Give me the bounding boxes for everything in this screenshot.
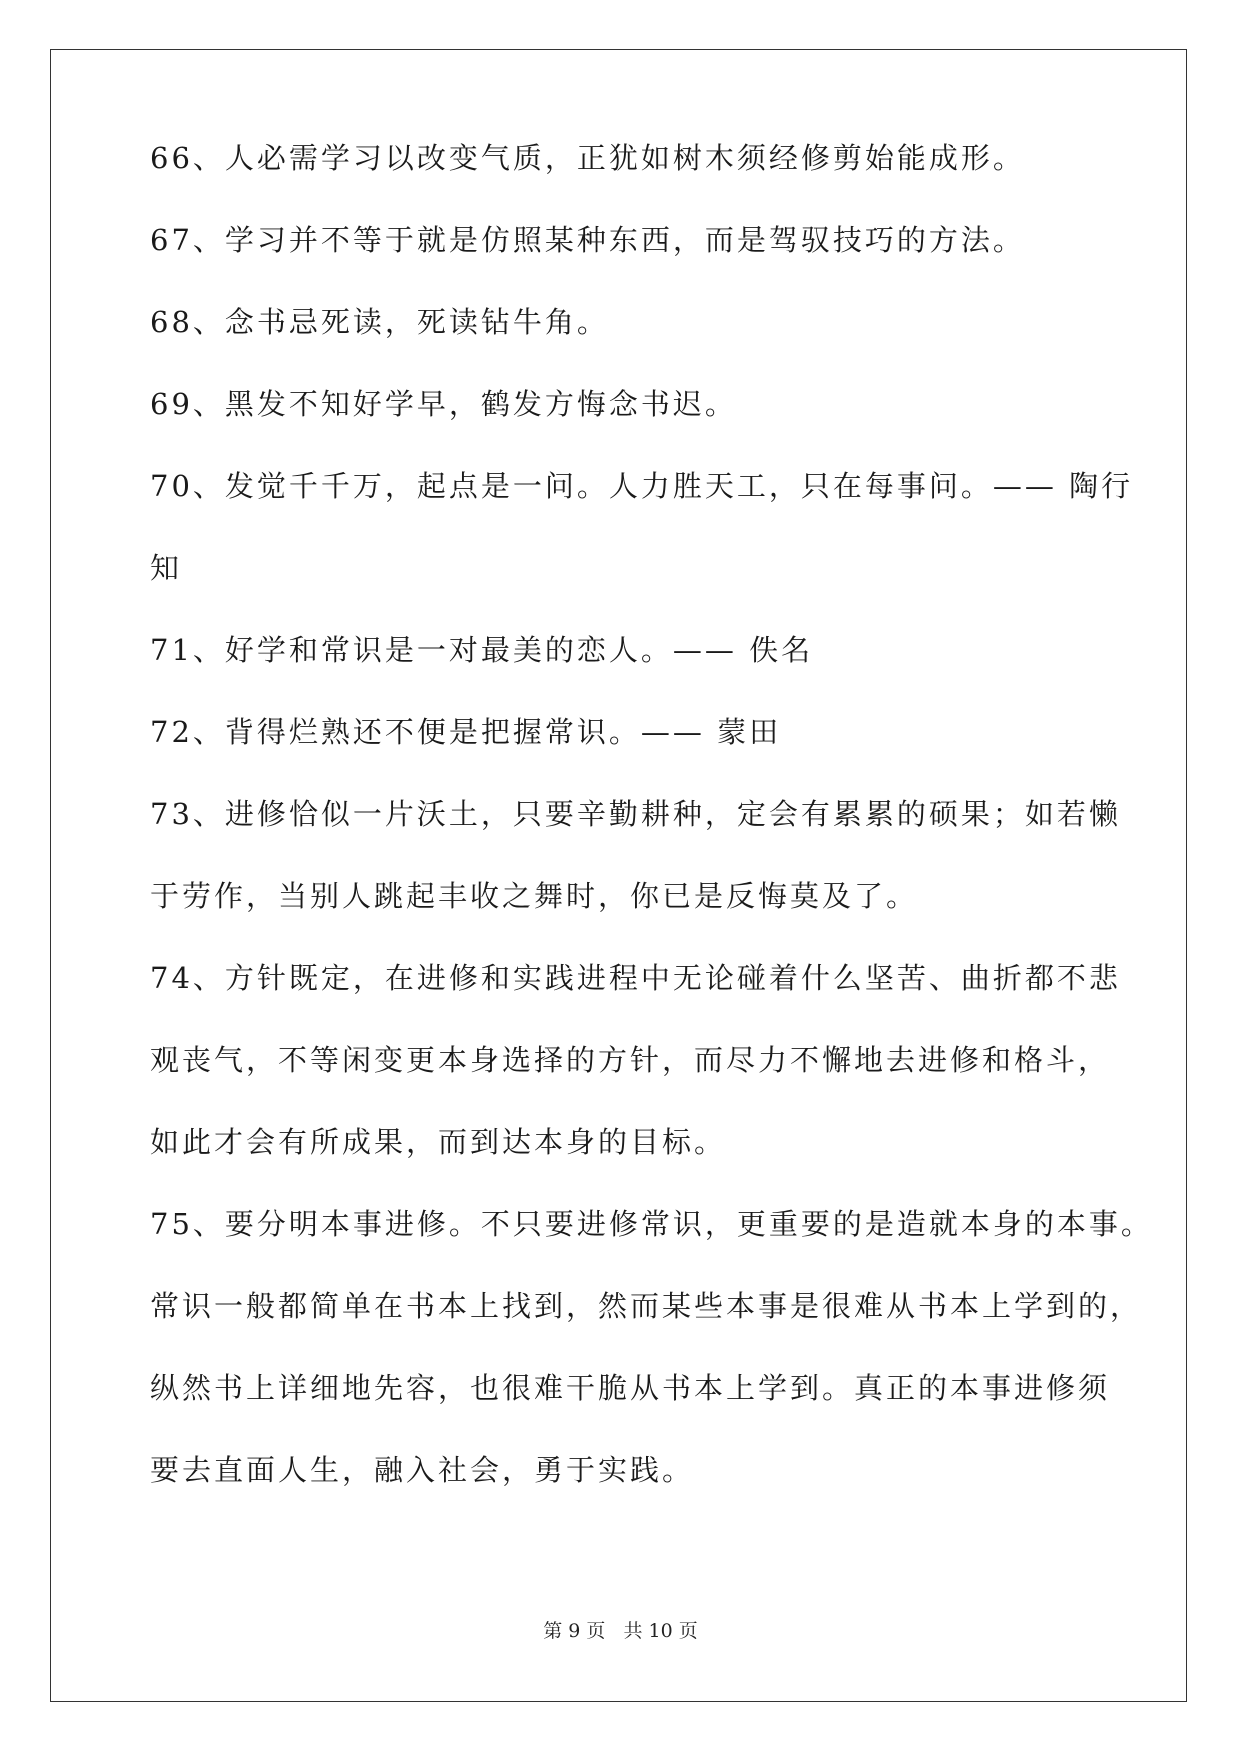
text-line: 71、好学和常识是一对最美的恋人。—— 佚名	[150, 633, 814, 667]
text-line: 纵然书上详细地先容，也很难干脆从书本上学到。真正的本事进修须	[150, 1371, 1111, 1405]
page-footer	[0, 1619, 1241, 1643]
text-line: 要去直面人生，融入社会，勇于实践。	[150, 1453, 695, 1487]
text-line: 常识一般都简单在书本上找到，然而某些本事是很难从书本上学到的，	[150, 1289, 1143, 1323]
text-line: 于劳作，当别人跳起丰收之舞时，你已是反悔莫及了。	[150, 879, 919, 913]
text-line: 69、黑发不知好学早，鹤发方悔念书迟。	[150, 387, 737, 421]
text-line: 73、进修恰似一片沃土，只要辛勤耕种，定会有累累的硕果；如若懒	[150, 797, 1121, 831]
text-line: 75、要分明本事进修。不只要进修常识，更重要的是造就本身的本事。	[150, 1207, 1153, 1241]
page-number-current: 第 9 页	[543, 1620, 606, 1642]
text-line: 观丧气，不等闲变更本身选择的方针，而尽力不懈地去进修和格斗，	[150, 1043, 1111, 1077]
text-line: 67、学习并不等于就是仿照某种东西，而是驾驭技巧的方法。	[150, 223, 1025, 257]
text-line: 72、背得烂熟还不便是把握常识。—— 蒙田	[150, 715, 782, 749]
text-line: 68、念书忌死读，死读钻牛角。	[150, 305, 609, 339]
text-line: 70、发觉千千万，起点是一问。人力胜天工，只在每事问。—— 陶行	[150, 469, 1134, 503]
document-body	[150, 141, 1153, 1511]
text-line: 66、人必需学习以改变气质，正犹如树木须经修剪始能成形。	[150, 141, 1025, 175]
text-line: 知	[150, 551, 183, 585]
text-line: 如此才会有所成果，而到达本身的目标。	[150, 1125, 727, 1159]
page-number-total: 共 10 页	[623, 1620, 698, 1642]
text-line: 74、方针既定，在进修和实践进程中无论碰着什么坚苦、曲折都不悲	[150, 961, 1121, 995]
